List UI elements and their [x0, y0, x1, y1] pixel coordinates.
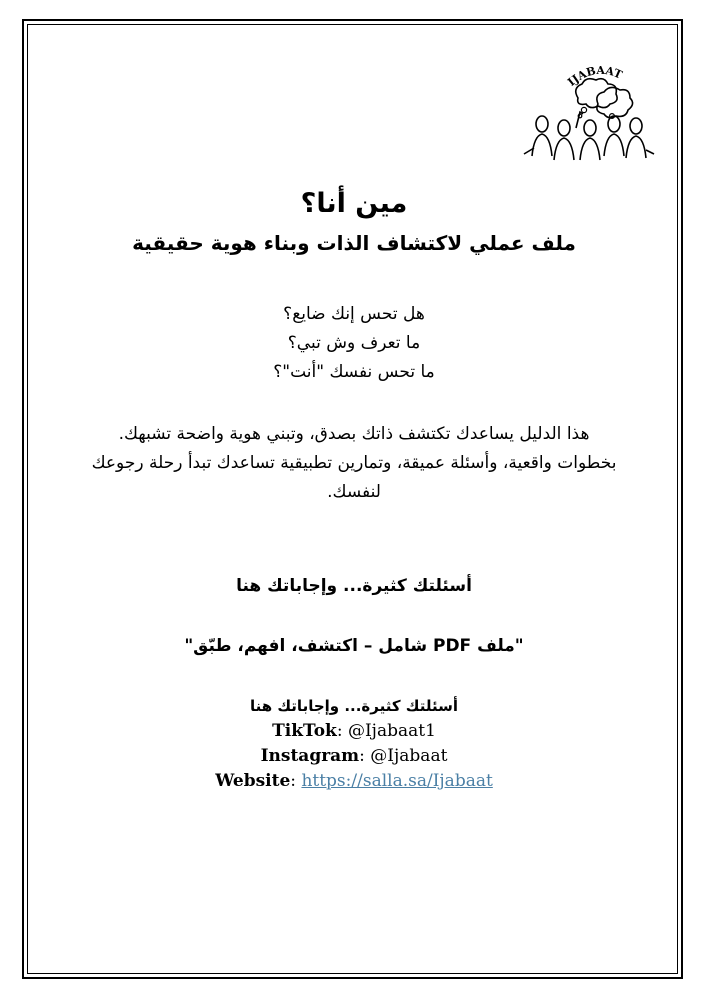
instagram-line [60, 744, 648, 769]
page-title: مين أنا؟ [300, 188, 408, 219]
website-line [60, 769, 648, 794]
logo-text: IJABAAT [565, 63, 625, 89]
description-paragraph-1: هذا الدليل يساعدك تكتشف ذاتك بصدق، وتبني هوية واضحة تشبهك. [118, 424, 590, 444]
tiktok-handle: : @Ijabaat1 [336, 721, 436, 741]
questions-list [60, 300, 648, 387]
instagram-handle: : @Ijabaat [359, 746, 448, 766]
people-thinking-logo-icon [518, 58, 656, 166]
tagline-repeat: أسئلتك كثيرة... وإجاباتك هنا [249, 697, 459, 715]
instagram-label: Instagram [260, 746, 360, 766]
website-label: Website [215, 771, 291, 791]
description [90, 420, 618, 507]
tiktok-line [60, 719, 648, 744]
question-item: ما تعرف وش تبي؟ [287, 333, 421, 353]
question-item: هل تحس إنك ضايع؟ [283, 304, 425, 324]
tagline: أسئلتك كثيرة... وإجاباتك هنا [236, 576, 472, 596]
question-item: ما تحس نفسك "أنت"؟ [273, 362, 435, 382]
website-link[interactable]: https://salla.sa/Ijabaat [301, 771, 493, 791]
description-paragraph-2: بخطوات واقعية، وأسئلة عميقة، وتمارين تطبيقية تساعدك تبدأ رحلة رجوعك لنفسك. [91, 453, 617, 502]
pdf-tagline: "ملف PDF شامل – اكتشف، افهم، طبّق" [184, 636, 524, 656]
contact-info [60, 719, 648, 794]
website-separator: : [290, 771, 302, 791]
tiktok-label: TikTok [272, 721, 337, 741]
page-subtitle: ملف عملي لاكتشاف الذات وبناء هوية حقيقية [132, 231, 576, 255]
